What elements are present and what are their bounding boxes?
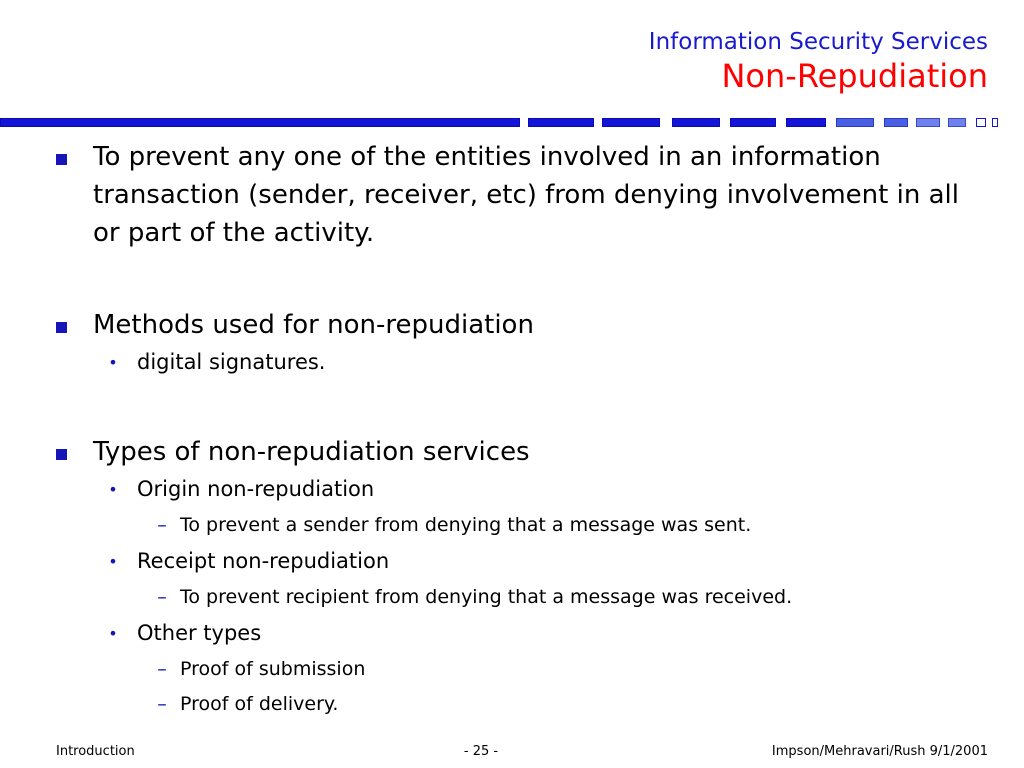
bullet-text: Types of non-repudiation services xyxy=(93,437,530,467)
bar-segment xyxy=(884,118,908,127)
bullet-item xyxy=(56,306,986,344)
bar-segment xyxy=(786,118,826,127)
bullet-item xyxy=(56,138,986,252)
bar-segment xyxy=(992,118,998,127)
bar-segment xyxy=(948,118,966,127)
sub-bullet-text: Other types xyxy=(137,621,262,645)
sub-sub-bullet-item xyxy=(56,687,986,722)
bar-segment xyxy=(672,118,720,127)
dash-bullet-icon: – xyxy=(157,693,167,715)
sub-bullet-item xyxy=(56,615,986,652)
sub-bullet-item xyxy=(56,543,986,580)
bar-segment xyxy=(0,118,520,127)
decorative-bar-divider xyxy=(0,118,1024,129)
bullet-text: Methods used for non-repudiation xyxy=(93,310,534,340)
dash-bullet-icon: – xyxy=(157,586,167,608)
dash-bullet-icon: – xyxy=(157,658,167,680)
bar-segment xyxy=(976,118,986,127)
dash-bullet-icon: – xyxy=(157,514,167,536)
dot-bullet-icon: • xyxy=(108,353,118,372)
sub-bullet-text: Origin non-repudiation xyxy=(137,477,375,501)
footer-authors-date: Impson/Mehravari/Rush 9/1/2001 xyxy=(771,744,988,759)
dot-bullet-icon: • xyxy=(108,552,118,571)
sub-sub-bullet-item xyxy=(56,652,986,687)
slide-footer xyxy=(0,744,1024,764)
bar-segment xyxy=(528,118,594,127)
square-bullet-icon xyxy=(56,322,67,333)
bar-segment xyxy=(916,118,940,127)
footer-section-label: Introduction xyxy=(56,744,135,759)
sub-bullet-text: digital signatures. xyxy=(137,350,326,374)
sub-bullet-item xyxy=(56,344,986,381)
sub-sub-bullet-text: To prevent recipient from denying that a message was received. xyxy=(180,586,793,608)
bullet-text: To prevent any one of the entities involved in an information transaction (sender, receiver, etc) from denying involvement in all or part of the activity. xyxy=(93,142,959,248)
sub-sub-bullet-text: Proof of submission xyxy=(180,658,366,680)
square-bullet-icon xyxy=(56,154,67,165)
sub-sub-bullet-item xyxy=(56,580,986,615)
slide-subtitle: Non-Repudiation xyxy=(721,57,988,95)
bar-segment xyxy=(602,118,660,127)
bullet-item xyxy=(56,433,986,471)
sub-sub-bullet-text: To prevent a sender from denying that a message was sent. xyxy=(180,514,752,536)
sub-bullet-text: Receipt non-repudiation xyxy=(137,549,390,573)
bar-segment xyxy=(730,118,776,127)
dot-bullet-icon: • xyxy=(108,624,118,643)
footer-page-number: - 25 - xyxy=(463,744,499,759)
sub-sub-bullet-text: Proof of delivery. xyxy=(180,693,339,715)
slide-title: Information Security Services xyxy=(648,29,988,55)
square-bullet-icon xyxy=(56,449,67,460)
sub-sub-bullet-item xyxy=(56,508,986,543)
dot-bullet-icon: • xyxy=(108,480,118,499)
slide-body xyxy=(56,138,986,722)
sub-bullet-item xyxy=(56,471,986,508)
bar-segment xyxy=(836,118,874,127)
slide-title-block xyxy=(649,28,988,96)
